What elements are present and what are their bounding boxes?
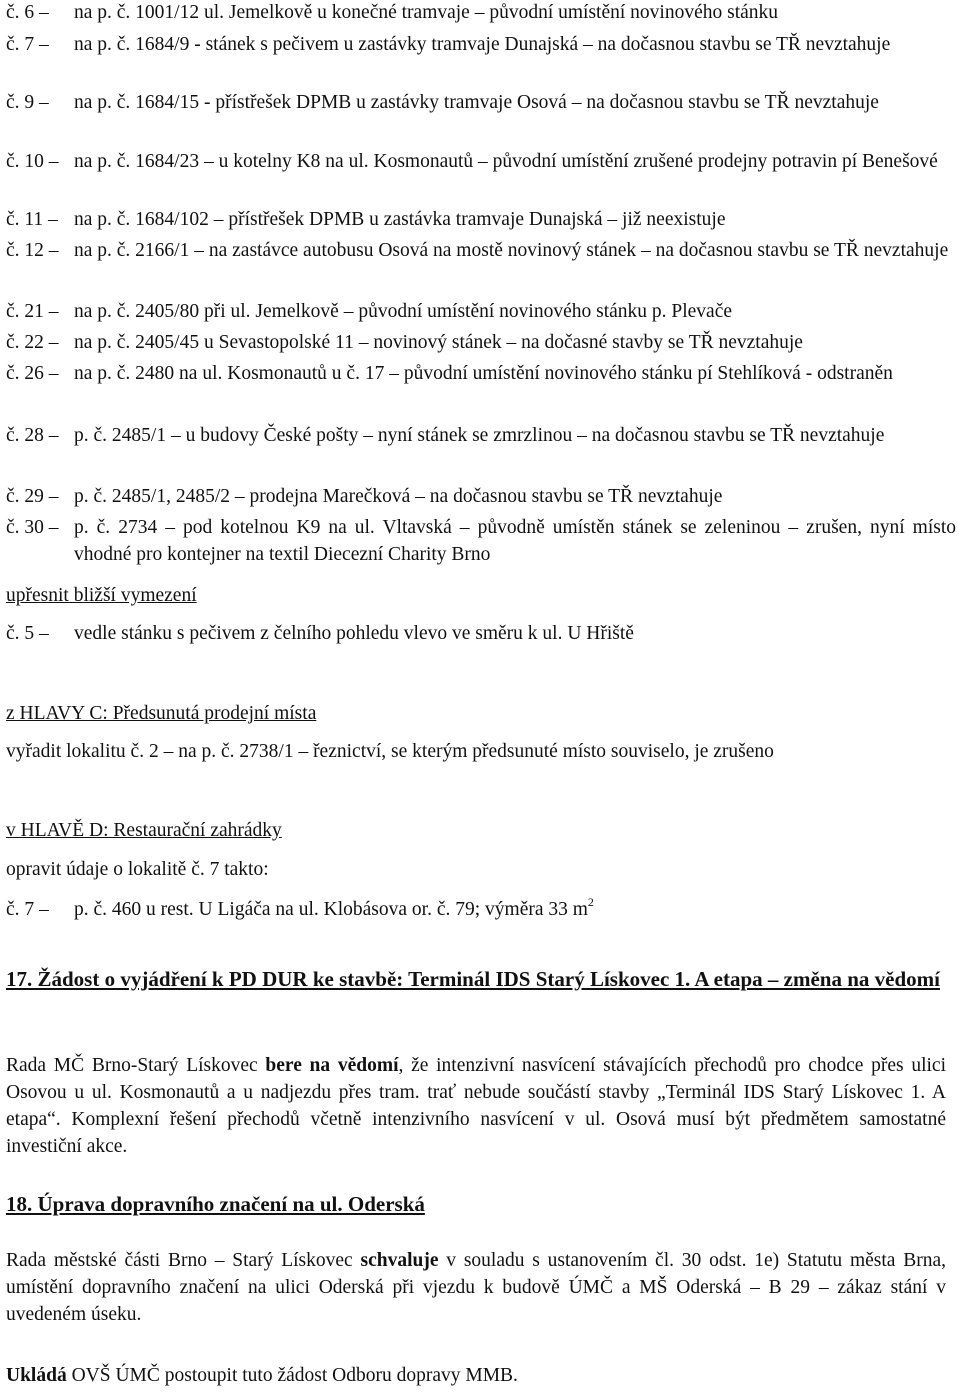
section-18-heading: 18. Úprava dopravního značení na ul. Oderská — [6, 1192, 425, 1216]
item-number: č. 30 – — [6, 517, 64, 538]
list-item — [6, 89, 956, 116]
item-text: p. č. 2485/1 – u budovy České pošty – nyní stánek se zmrzlinou – na dočasnou stavbu se TŘ nevztahuje — [74, 425, 885, 446]
item-number: č. 11 – — [6, 209, 63, 230]
item-number: č. 7 – — [6, 34, 54, 55]
item-text: na p. č. 2405/45 u Sevastopolské 11 – novinový stánek – na dočasné stavby se TŘ nevztahuje — [74, 332, 803, 353]
item-text: p. č. 2734 – pod kotelnou K9 na ul. Vltavská – původně umístěn stánek se zeleninou – zrušen, nyní místo vhodné pro kontejner na textil Diecezní Charity Brno — [74, 517, 956, 565]
upresnit-heading: upřesnit bližší vymezení — [6, 585, 197, 606]
item-text: na p. č. 1684/15 - přístřešek DPMB u zastávky tramvaje Osová – na dočasnou stavbu se TŘ nevztahuje — [74, 92, 879, 113]
list-item — [6, 620, 956, 647]
item-number: č. 29 – — [6, 486, 64, 507]
item-number: č. 9 – — [6, 92, 54, 113]
list-item — [6, 0, 956, 26]
hlava-d-intro: opravit údaje o lokalitě č. 7 takto: — [6, 859, 269, 880]
list-item — [6, 514, 956, 568]
hlava-c-text: vyřadit lokalitu č. 2 – na p. č. 2738/1 – řeznictví, se kterým předsunuté místo souviselo, je zrušeno — [6, 741, 774, 762]
list-item — [6, 206, 956, 233]
item-text: na p. č. 1684/102 – přístřešek DPMB u zastávka tramvaje Dunajská – již neexistuje — [74, 209, 726, 230]
item-number: č. 21 – — [6, 301, 64, 322]
item-number: č. 26 – — [6, 363, 64, 384]
item-text: p. č. 460 u rest. U Ligáča na ul. Klobásova or. č. 79; výměra 33 m — [74, 899, 588, 920]
item-number: č. 7 – — [6, 899, 54, 920]
list-item — [6, 329, 956, 356]
item-text: na p. č. 2405/80 při ul. Jemelkově – původní umístění novinového stánku p. Plevače — [74, 301, 733, 322]
item-text: na p. č. 1684/23 – u kotelny K8 na ul. Kosmonautů – původní umístění zrušené prodejny potravin pí Benešové — [74, 151, 938, 172]
bold-text: bere na vědomí — [265, 1055, 399, 1076]
list-item — [6, 298, 956, 325]
list-item — [6, 360, 956, 387]
item-number: č. 6 – — [6, 2, 54, 23]
bold-text: Ukládá — [6, 1365, 67, 1386]
superscript: 2 — [587, 895, 594, 909]
section-17-paragraph: Rada MČ Brno-Starý Lískovec bere na vědomí, že intenzivní nasvícení stávajících přechodů pro chodce přes ulici Osovou u ul. Kosmonautů a u nadjezdu přes tram. trať nebude součástí stavby „Terminál IDS Starý Lískovec 1. A etapa“. Komplexní řešení přechodů včetně intenzivního nasvícení v ul. Osová musí být předmětem samostatné investiční akce. — [6, 1055, 947, 1157]
item-text: vedle stánku s pečivem z čelního pohledu vlevo ve směru k ul. U Hřiště — [74, 623, 634, 644]
hlava-c-heading: z HLAVY C: Předsunutá prodejní místa — [6, 703, 317, 724]
item-number: č. 22 – — [6, 332, 64, 353]
item-number: č. 5 – — [6, 623, 54, 644]
list-item — [6, 148, 956, 175]
item-text: na p. č. 2480 na ul. Kosmonautů u č. 17 – původní umístění novinového stánku pí Stehlíková - odstraněn — [74, 363, 893, 384]
bold-text: schvaluje — [360, 1250, 439, 1271]
item-number: č. 28 – — [6, 425, 64, 446]
item-text: na p. č. 1684/9 - stánek s pečivem u zastávky tramvaje Dunajská – na dočasnou stavbu se TŘ nevztahuje — [74, 34, 891, 55]
item-text: na p. č. 2166/1 – na zastávce autobusu Osová na mostě novinový stánek – na dočasnou stavbu se TŘ nevztahuje — [74, 240, 949, 261]
section-17-heading: 17. Žádost o vyjádření k PD DUR ke stavbě: Terminál IDS Starý Lískovec 1. A etapa – změna na vědomí — [6, 967, 940, 991]
item-text: na p. č. 1001/12 ul. Jemelkově u konečné tramvaje – původní umístění novinového stánku — [74, 2, 779, 23]
list-item — [6, 422, 956, 449]
list-item — [6, 31, 956, 58]
item-text: p. č. 2485/1, 2485/2 – prodejna Marečková – na dočasnou stavbu se TŘ nevztahuje — [74, 486, 723, 507]
item-number: č. 10 – — [6, 151, 64, 172]
section-18-ukládá: Ukládá OVŠ ÚMČ postoupit tuto žádost Odboru dopravy MMB. — [6, 1365, 518, 1386]
list-item — [6, 896, 956, 923]
item-number: č. 12 – — [6, 240, 64, 261]
list-item — [6, 483, 956, 510]
hlava-d-heading: v HLAVĚ D: Restaurační zahrádky — [6, 820, 282, 841]
section-18-paragraph: Rada městské části Brno – Starý Lískovec schvaluje v souladu s ustanovením čl. 30 odst. 1e) Statutu města Brna, umístění dopravního značení na ulici Oderská při vjezdu k budově ÚMČ a MŠ Oderská – B 29 – zákaz stání v uvedeném úseku. — [6, 1250, 947, 1325]
list-item — [6, 237, 956, 264]
